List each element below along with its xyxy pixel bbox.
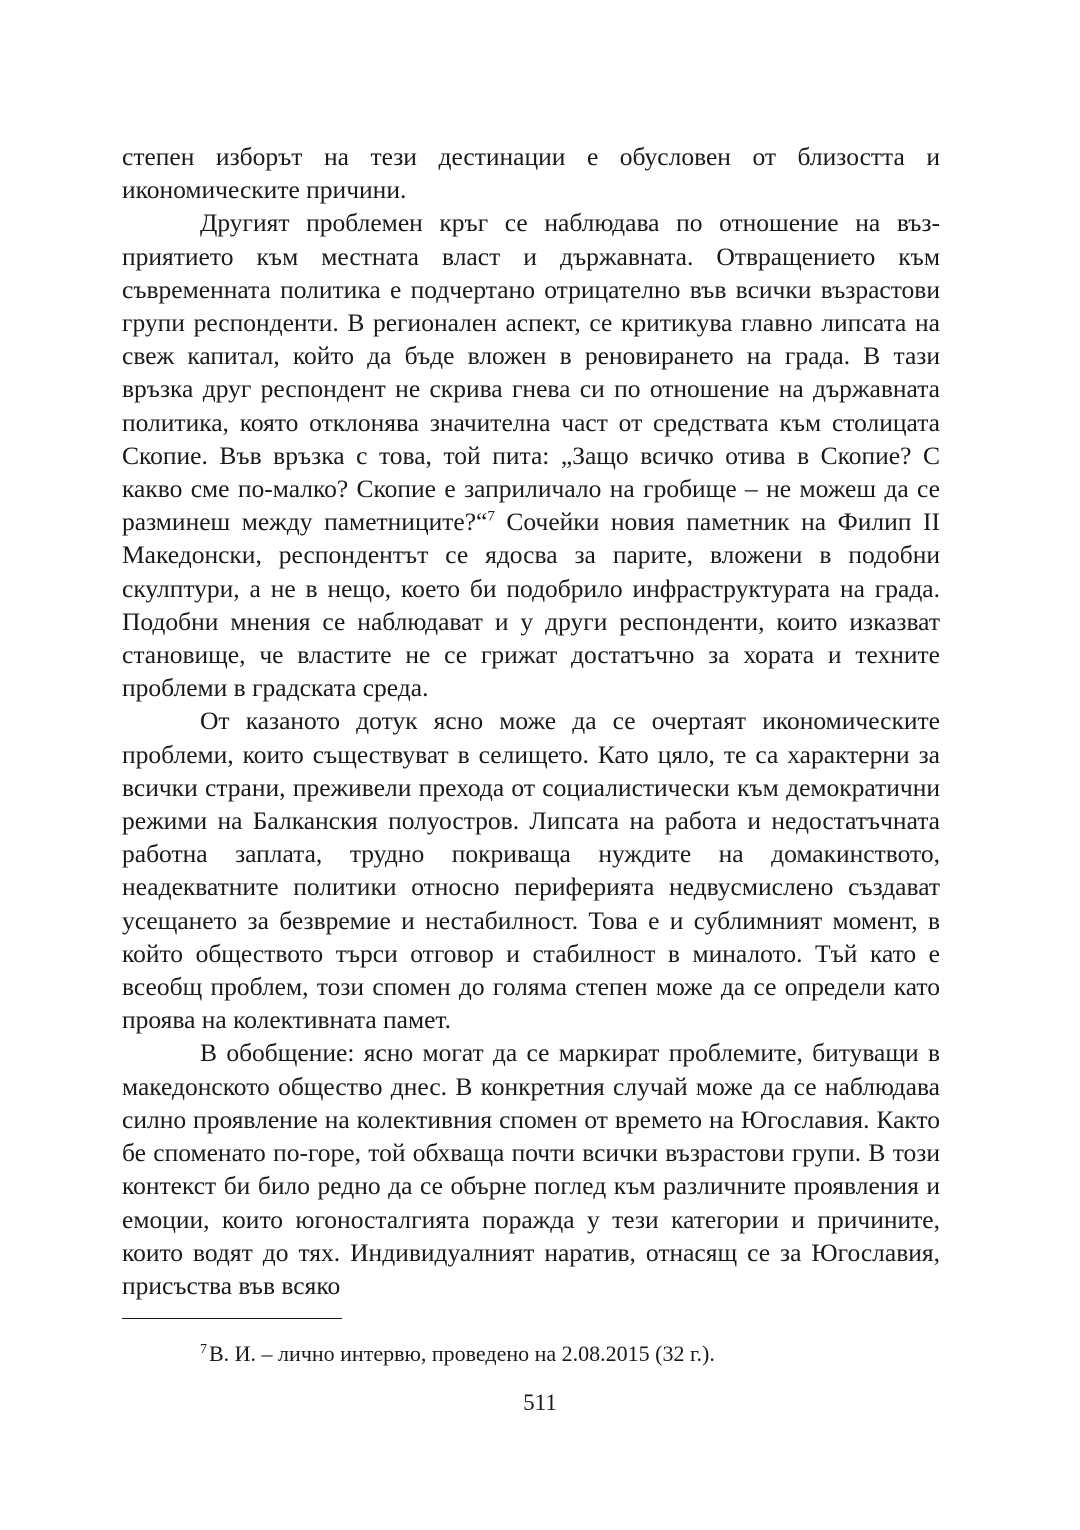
page-body — [122, 140, 940, 1302]
paragraph-text-continued: Сочейки новия паметник на Филип II Македонски, респондентът се ядосва за парите, вложени в подобни скулптури, а не в нещо, което би подобрило инфраструктурата на града. Подобни мнения се наблюдават и у други респонденти, които изказват становище, че властите не се грижат достатъчно за хората и техните проблеми в градската среда. — [122, 507, 940, 703]
page-number: 511 — [523, 1390, 557, 1415]
footnote-reference: 7 — [487, 508, 495, 525]
footnote-number: 7 — [200, 1341, 207, 1357]
paragraph-continuation: степен изборът на тези дестинации е обусловен от близостта и икономическите причини. — [122, 142, 940, 205]
footnote — [200, 1340, 940, 1368]
paragraph-attitude-to-government — [122, 206, 940, 704]
paragraph-summary: В обобщение: ясно могат да се маркират проблемите, битуващи в македонското общество днес. В конкретния случай може да се наблюдава силно проявление на колективния спомен от времето на Югославия. Както бе споменато по-горе, той обхваща почти всички възрастови групи. В този контекст би било редно да се обърне поглед към различните проявления и емоции, които югоносталгията поражда у тези категории и причините, които водят до тях. Индивидуалният наратив, отнасящ се за Югославия, присъства във всяко — [122, 1038, 940, 1300]
footnote-text: В. И. – лично интервю, проведено на 2.08.2015 (32 г.). — [209, 1341, 715, 1366]
paragraph-text: Другият проблемен кръг се наблюдава по отношение на възприятието към местната власт и държавната. Отвращението към съвременната политика е подчертано отрицателно във всички възрастови групи респонденти. В регионален аспект, се критикува главно липсата на свеж капитал, който да бъде вложен в реновирането на града. В тази връзка друг респондент не скрива гнева си по отношение на държавната политика, която отклонява значителна част от средствата към столицата Скопие. Във връзка с това, той пита: „Защо всичко отива в Скопие? С какво сме по-малко? Скопие е заприличало на гробище – не можеш да се разминеш между паметниците?“ — [122, 208, 940, 537]
footnote-separator — [122, 1318, 342, 1319]
paragraph-economic-problems: От казаното дотук ясно може да се очертаят икономическите проблеми, които съществуват в селището. Като цяло, те са характерни за всички страни, преживели прехода от социалистически към демократични режими на Балканския полуостров. Липсата на работа и недостатъчната работна заплата, трудно покриваща нуждите на домакинството, неадекватните политики относно периферията недвусмислено създават усещането за безвремие и нестабилност. Това е и сублимният момент, в който обществото търси отговор и стабилност в миналото. Тъй като е всеобщ проблем, този спомен до голяма степен може да се определи като проява на колективната памет. — [122, 706, 940, 1035]
